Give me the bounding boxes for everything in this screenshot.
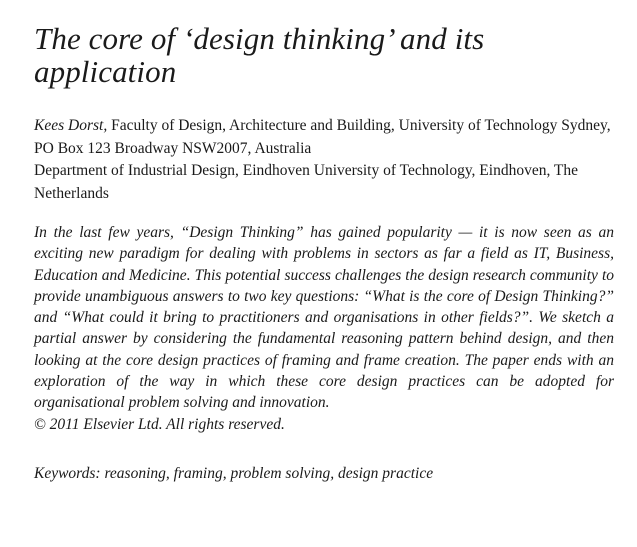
author-block xyxy=(34,115,614,205)
author-affiliation-1: Faculty of Design, Architecture and Building, University of Technology Sydney, PO Box 123 Broadway NSW2007, Australia xyxy=(34,117,611,157)
keywords: Keywords: reasoning, framing, problem solving, design practice xyxy=(34,464,434,482)
abstract-text: In the last few years, “Design Thinking” has gained popularity — it is now seen as an exciting new paradigm for dealing with problems in sectors as far a field as IT, Business, Education and Medicine. This potential success challenges the design research community to provide unambiguous answers to two key questions: “What is the core of Design Thinking?” and “What could it bring to practitioners and organisations in other fields?”. We sketch a partial answer by considering the fundamental reasoning pattern behind design, and then looking at the core design practices of framing and frame creation. The paper ends with an exploration of the way in which these core design practices can be adopted for organisational problem solving and innovation. xyxy=(34,224,614,412)
abstract xyxy=(34,222,614,435)
article-title: The core of ‘design thinking’ and its application xyxy=(34,21,485,89)
author-affiliation-2: Department of Industrial Design, Eindhoven University of Technology, Eindhoven, The Netherlands xyxy=(34,162,579,202)
copyright-notice: © 2011 Elsevier Ltd. All rights reserved. xyxy=(34,415,285,433)
article-header xyxy=(34,22,614,484)
author-name: Kees Dorst, xyxy=(34,117,108,134)
